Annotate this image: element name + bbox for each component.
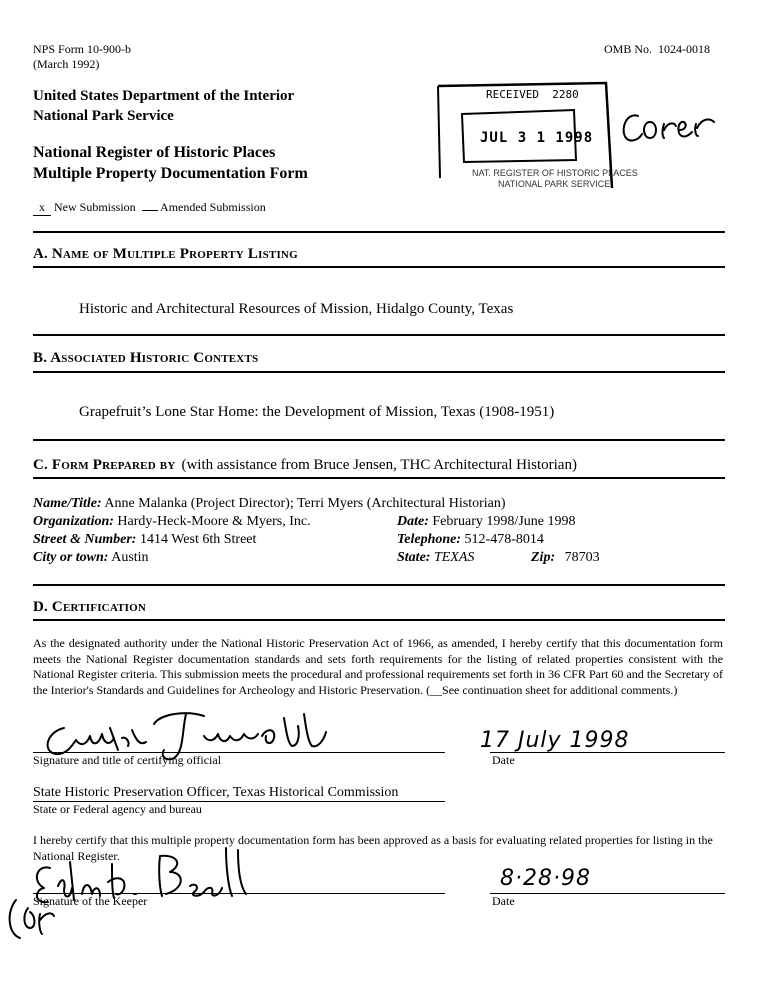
form-number: NPS Form 10-900-b (33, 42, 132, 56)
omb-number: OMB No. 1024-0018 (604, 42, 711, 56)
state-row (397, 549, 474, 567)
city-value: Austin (111, 550, 149, 565)
street-row (33, 531, 256, 549)
telephone-value: 512-478-8014 (464, 532, 544, 547)
certifying-date-caption: Date (492, 753, 515, 767)
certification-paragraph: As the designated authority under the National Historic Preservation Act of 1966, as amended, I hereby certify that this documentation form meets the National Register documentation standards and sets forth requirements for the listing of related properties consistent with the National Register criteria. This submission meets the procedural and professional requirements set forth in 36 CFR Part 60 and the Secretary of the Interior's Standards and Guidelines for Archeology and Historic Preservation. (__See continuation sheet for additional comments.) (33, 636, 723, 697)
keeper-date-caption: Date (492, 894, 515, 908)
keeper-date-handwritten: 8·28·98 (500, 866, 591, 891)
name-title-row (33, 495, 506, 513)
section-a-heading: A. Name of Multiple Property Listing (33, 246, 298, 262)
street-value: 1414 West 6th Street (139, 532, 257, 547)
stamp-line2: NATIONAL PARK SERVICE (498, 179, 611, 189)
section-a-heading-rule (33, 266, 725, 268)
officer-title: State Historic Preservation Officer, Texas Historical Commission (33, 785, 399, 800)
state-value: TEXAS (433, 550, 475, 565)
section-d-top-rule (33, 584, 725, 586)
keeper-date-line (490, 893, 725, 894)
submission-type (33, 200, 266, 216)
organization-label: Organization: (33, 514, 114, 529)
city-label: City or town: (33, 550, 109, 565)
property-listing-name: Historic and Architectural Resources of Mission, Hidalgo County, Texas (79, 301, 514, 317)
section-c-heading: C. Form Prepared by (33, 457, 176, 473)
form-date: (March 1992) (33, 57, 100, 71)
organization-row (33, 513, 311, 531)
section-b-heading: B. Associated Historic Contexts (33, 350, 259, 366)
certifying-date-handwritten: 17 July 1998 (480, 728, 630, 753)
new-submission-label: New Submission (54, 200, 136, 214)
form-title-line1: National Register of Historic Places (33, 144, 276, 161)
section-c-heading-row (33, 456, 577, 475)
section-a-top-rule (33, 231, 725, 233)
service-name: National Park Service (33, 108, 174, 124)
amended-submission-label: Amended Submission (160, 200, 266, 214)
agency-caption: State or Federal agency and bureau (33, 802, 202, 816)
organization-value: Hardy-Heck-Moore & Myers, Inc. (117, 514, 311, 529)
section-d-heading: D. Certification (33, 599, 147, 615)
section-b-top-rule (33, 334, 725, 336)
cover-annotation (618, 100, 728, 160)
department-name: United States Department of the Interior (33, 88, 295, 104)
certifying-date-line (490, 752, 725, 753)
form-title-line2: Multiple Property Documentation Form (33, 165, 308, 182)
section-c-note: (with assistance from Bruce Jensen, THC Architectural Historian) (181, 457, 577, 473)
section-b-heading-rule (33, 371, 725, 373)
section-c-heading-rule (33, 477, 725, 479)
street-label: Street & Number: (33, 532, 137, 547)
historic-contexts: Grapefruit’s Lone Star Home: the Development of Mission, Texas (1908-1951) (79, 404, 555, 420)
state-label: State: (397, 550, 431, 565)
section-d-heading-rule (33, 619, 725, 621)
new-submission-checkbox[interactable]: x (33, 200, 51, 216)
name-title-value: Anne Malanka (Project Director); Terri Myers (Architectural Historian) (104, 496, 506, 511)
cover-annotation-text (640, 115, 642, 116)
telephone-label: Telephone: (397, 532, 462, 547)
date-prepared-label: Date: (397, 514, 429, 529)
keeper-certification-paragraph: I hereby certify that this multiple property documentation form has been approved as a basis for evaluating related properties for listing in the National Register. (33, 833, 713, 863)
date-prepared-row (397, 513, 575, 531)
amended-submission-checkbox[interactable] (142, 210, 158, 211)
stamp-line1: NAT. REGISTER OF HISTORIC PLACES (472, 168, 638, 178)
zip-label: Zip: (531, 550, 556, 565)
date-prepared-value: February 1998/June 1998 (432, 514, 576, 529)
certifying-signature-caption: Signature and title of certifying official (33, 753, 222, 767)
city-row (33, 549, 149, 567)
stamp-received-label: RECEIVED 2280 (486, 88, 579, 101)
telephone-row (397, 531, 544, 549)
zip-value: 78703 (564, 550, 600, 565)
stamp-date: JUL 3 1 1998 (480, 130, 594, 146)
name-title-label: Name/Title: (33, 496, 102, 511)
zip-row (531, 549, 600, 567)
keeper-signature-caption: Signature of the Keeper (33, 894, 148, 908)
received-stamp (436, 80, 638, 192)
section-c-top-rule (33, 439, 725, 441)
